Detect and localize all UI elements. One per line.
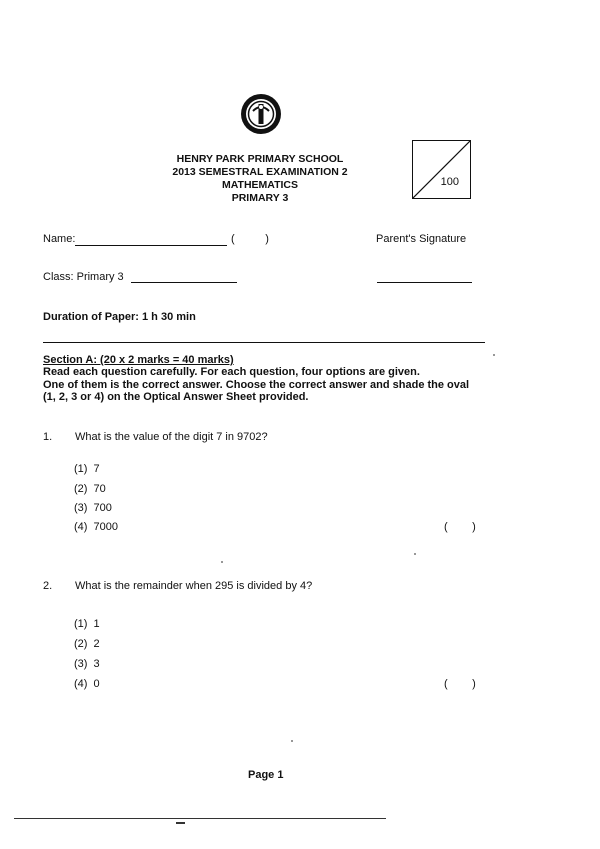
parent-signature-line[interactable] (377, 282, 472, 283)
footer-mark (176, 822, 185, 824)
question-1-option-3[interactable]: (3) 700 (74, 502, 112, 514)
score-box (412, 140, 471, 199)
subject-title: MATHEMATICS (221, 179, 299, 191)
header-divider (43, 342, 485, 343)
scan-speck (221, 561, 223, 563)
name-index-paren: ( ) (231, 233, 269, 245)
question-2-option-2[interactable]: (2) 2 (74, 638, 100, 650)
parent-signature-label: Parent's Signature (376, 233, 467, 245)
question-1-number: 1. (43, 431, 53, 443)
question-1-option-2[interactable]: (2) 70 (74, 483, 106, 495)
question-2-text: What is the remainder when 295 is divided by 4? (75, 580, 313, 592)
name-field[interactable] (75, 245, 227, 246)
section-a (43, 354, 469, 404)
question-1-option-1[interactable]: (1) 7 (74, 463, 100, 475)
score-box-diagonal (413, 141, 470, 198)
footer-rule (14, 818, 386, 819)
question-1-answer-paren[interactable]: ( ) (444, 521, 476, 533)
school-crest-logo (240, 93, 282, 135)
class-label: Class: Primary 3 (43, 271, 124, 283)
exam-title: 2013 SEMESTRAL EXAMINATION 2 (172, 166, 348, 178)
scan-speck (291, 740, 293, 742)
score-total: 100 (440, 176, 459, 188)
question-1-option-4[interactable]: (4) 7000 (74, 521, 119, 533)
question-2-option-1[interactable]: (1) 1 (74, 618, 100, 630)
scan-speck (493, 354, 495, 356)
question-2-option-3[interactable]: (3) 3 (74, 658, 100, 670)
duration-label: Duration of Paper: 1 h 30 min (43, 311, 196, 323)
section-a-instruction-2: One of them is the correct answer. Choose the correct answer and shade the oval (43, 378, 470, 391)
name-label: Name: (43, 233, 76, 245)
scan-speck (414, 553, 416, 555)
question-2-number: 2. (43, 580, 53, 592)
level-title: PRIMARY 3 (231, 192, 289, 204)
exam-header (150, 153, 370, 205)
school-name: HENRY PARK PRIMARY SCHOOL (176, 153, 344, 165)
section-a-instruction-1: Read each question carefully. For each question, four options are given. (43, 366, 420, 378)
page-number: Page 1 (248, 769, 284, 781)
class-field[interactable] (131, 282, 237, 283)
section-a-instruction-3: (1, 2, 3 or 4) on the Optical Answer Sheet provided. (43, 391, 309, 403)
question-1-text: What is the value of the digit 7 in 9702? (75, 431, 268, 443)
question-2-answer-paren[interactable]: ( ) (444, 678, 476, 690)
question-2-option-4[interactable]: (4) 0 (74, 678, 100, 690)
section-a-title: Section A: (20 x 2 marks = 40 marks) (43, 354, 234, 366)
